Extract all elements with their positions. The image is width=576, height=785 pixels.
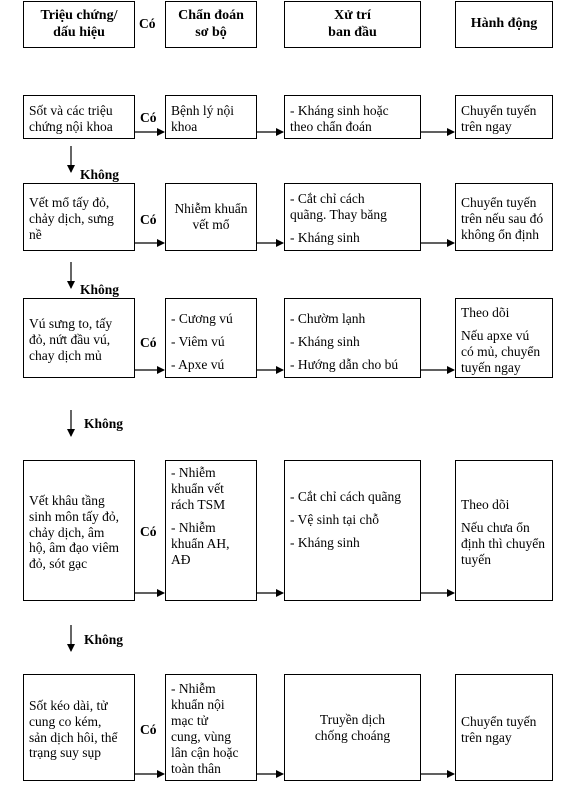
row-4-treatment-item: - Kháng sinh <box>290 534 360 550</box>
row-2-diagnosis-line: Nhiễm khuẩn <box>174 201 248 217</box>
row-1-treatment-line: - Kháng sinh hoặc <box>290 103 389 119</box>
row-3-symptom-line: đỏ, nứt đầu vú, <box>29 332 111 348</box>
row-4-symptom-line: chảy dịch, âm <box>29 524 105 540</box>
row-5-symptom-line: Sốt kéo dài, tử <box>29 697 108 713</box>
row-4-action-line: Nếu chưa ổn <box>461 519 530 535</box>
row-4-treatment-item: - Vệ sinh tại chỗ <box>290 511 379 527</box>
row-4-action-line: Theo dõi <box>461 497 510 512</box>
row-2-treatment-line: quãng. Thay băng <box>290 206 387 222</box>
header-symptom-line-2: dấu hiệu <box>53 24 105 40</box>
row-2-treatment-line: - Kháng sinh <box>290 229 360 245</box>
row-3-diagnosis-item: - Viêm vú <box>171 333 225 349</box>
row-3-treatment-item: - Kháng sinh <box>290 333 360 349</box>
row-5-treatment-line: chống choáng <box>314 727 391 743</box>
row-4-symptom-line: sinh môn tấy đỏ, <box>29 508 119 524</box>
row-4-symptom-line: đỏ, sót gạc <box>29 556 88 572</box>
row-4-diagnosis-line: AĐ <box>171 551 191 567</box>
row-2-action-line: Chuyển tuyến <box>461 195 537 211</box>
row-4-action-line: định thì chuyển <box>461 535 545 551</box>
row-4-diagnosis-line: - Nhiễm <box>171 465 216 480</box>
row-3-no-label: Không <box>84 416 124 431</box>
row-1-treatment-line: theo chẩn đoán <box>290 119 372 134</box>
row-3-action-line: Theo dõi <box>461 305 510 320</box>
row-4-symptom-line: hộ, âm đạo viêm <box>29 540 119 556</box>
row-5-yes: Có <box>140 722 157 737</box>
row-3-treatment-item: - Chườm lạnh <box>290 311 366 326</box>
row-4-symptom-line: Vết khâu tầng <box>29 492 105 508</box>
row-1-symptom-line: Sốt và các triệu <box>29 103 113 119</box>
row-5-diagnosis-line: toàn thân <box>171 760 221 776</box>
row-5-symptom-line: sản dịch hôi, thể <box>29 729 118 745</box>
row-1-symptom-line: chứng nội khoa <box>29 119 113 134</box>
row-5-symptom-line: trạng suy sụp <box>29 745 101 761</box>
header-diagnosis-line-2: sơ bộ <box>195 24 227 40</box>
row-3-action-line: có mủ, chuyển <box>461 343 541 359</box>
row-4-diagnosis-line: khuẩn AH, <box>171 535 230 551</box>
row-3-action-line: Nếu apxe vú <box>461 327 530 343</box>
row-2-symptom-line: chảy dịch, sưng <box>29 211 114 227</box>
row-3-action-line: tuyến ngay <box>461 359 521 375</box>
row-4-diagnosis-line: - Nhiễm <box>171 519 216 535</box>
row-5-diagnosis-line: cung, vùng <box>171 728 231 744</box>
row-5-action-line: trên ngay <box>461 729 512 745</box>
row-2-action-line: không ổn định <box>461 226 540 242</box>
row-4-diagnosis-line: rách TSM <box>171 496 226 512</box>
row-5-treatment-line: Truyền dịch <box>319 711 386 727</box>
row-3-yes: Có <box>140 335 157 350</box>
row-1-action-line: Chuyển tuyến <box>461 103 537 119</box>
header-treatment-line-1: Xử trí <box>334 7 371 23</box>
row-3-symptom-line: Vú sưng to, tấy <box>29 316 113 332</box>
row-1-yes: Có <box>140 110 157 125</box>
row-3-diagnosis-item: - Apxe vú <box>171 356 225 372</box>
header-yes: Có <box>139 16 156 31</box>
row-3-symptom-line: chay dịch mủ <box>29 347 102 363</box>
header-treatment-line-2: ban đầu <box>328 24 377 40</box>
row-1-no-label: Không <box>80 167 120 182</box>
row-4-action-line: tuyến <box>461 551 491 567</box>
row-5-diagnosis-line: khuẩn nội <box>171 696 225 712</box>
row-5-diagnosis-line: - Nhiễm <box>171 681 216 696</box>
row-1-diagnosis-line: khoa <box>171 119 198 134</box>
row-3-diagnosis-item: - Cương vú <box>171 311 233 326</box>
row-2-treatment-line: - Cắt chỉ cách <box>290 191 365 206</box>
row-5-action-line: Chuyển tuyến <box>461 713 537 729</box>
row-1-action-line: trên ngay <box>461 119 512 134</box>
row-2-symptom-line: Vết mổ tấy đỏ, <box>29 195 110 211</box>
row-3-treatment-item: - Hướng dẫn cho bú <box>290 356 399 372</box>
row-4-treatment-item: - Cắt chỉ cách quãng <box>290 489 401 504</box>
header-diagnosis-line-1: Chẩn đoán <box>178 7 244 23</box>
header-action-line: Hành động <box>470 16 538 32</box>
row-1-diagnosis-line: Bệnh lý nội <box>171 103 234 119</box>
row-2-yes: Có <box>140 212 157 227</box>
row-2-diagnosis-line: vết mổ <box>192 217 230 232</box>
row-5-symptom-line: cung co kém, <box>29 713 102 729</box>
row-2-symptom-line: nề <box>29 226 42 242</box>
row-4-yes: Có <box>140 524 157 539</box>
row-2-action-line: trên nếu sau đó <box>461 211 544 227</box>
header-symptom-line-1: Triệu chứng/ <box>40 7 118 23</box>
row-5-diagnosis-line: lân cận hoặc <box>171 744 239 760</box>
row-5-diagnosis-line: mạc tử <box>171 712 208 728</box>
row-2-no-label: Không <box>80 282 120 297</box>
row-4-no-label: Không <box>84 632 124 647</box>
row-4-diagnosis-line: khuẩn vết <box>171 480 224 496</box>
